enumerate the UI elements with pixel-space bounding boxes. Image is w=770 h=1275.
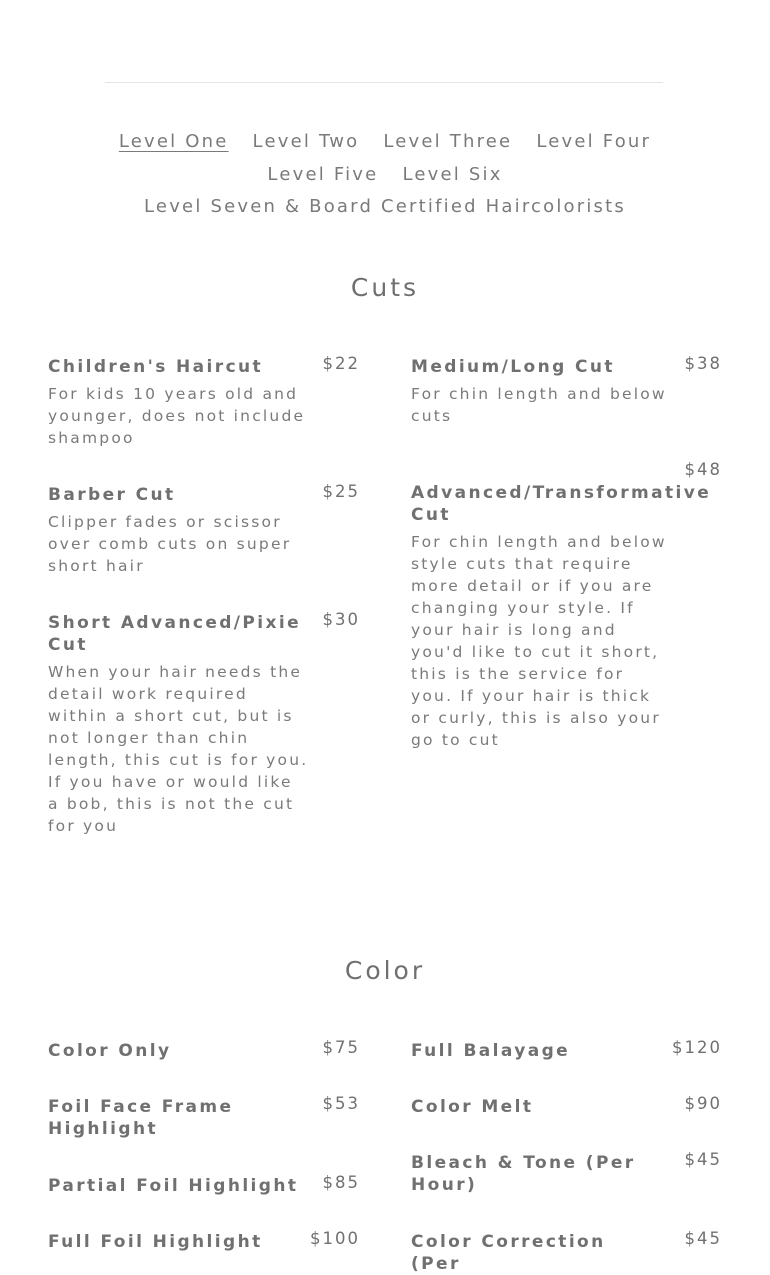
- menu-item: [48, 356, 360, 449]
- menu-item: [48, 1231, 360, 1253]
- item-price: $53: [322, 1094, 360, 1113]
- cuts-section-title: Cuts: [350, 273, 420, 302]
- item-name: Color Only: [48, 1041, 172, 1061]
- level-tabs-row-1: [0, 128, 770, 161]
- item-name: Partial Foil Highlight: [48, 1176, 299, 1196]
- item-name: Full Balayage: [411, 1041, 571, 1061]
- menu-item: [48, 1040, 360, 1062]
- item-name: Barber Cut: [48, 485, 176, 505]
- menu-item: [48, 484, 360, 577]
- item-name: Foil Face Frame Highlight: [48, 1097, 234, 1139]
- item-price: $30: [322, 610, 360, 629]
- item-name: Color Melt: [411, 1097, 534, 1117]
- item-description: For chin length and below cuts: [411, 385, 667, 425]
- item-price: $25: [322, 482, 360, 501]
- tab-level-five[interactable]: Level Five: [267, 163, 379, 185]
- item-description: For kids 10 years old and younger, does not include shampoo: [48, 385, 306, 447]
- menu-item: [48, 1175, 360, 1197]
- tab-level-one[interactable]: Level One: [118, 131, 229, 152]
- menu-item: [411, 1040, 722, 1062]
- item-price: $100: [310, 1229, 360, 1248]
- level-tabs: [0, 128, 770, 226]
- item-name: Children's Haircut: [48, 357, 264, 377]
- menu-item: [411, 1152, 722, 1196]
- level-tabs-row-2: [0, 161, 770, 194]
- tab-level-seven[interactable]: Level Seven & Board Certified Haircolorists: [144, 196, 626, 217]
- top-divider: [105, 82, 663, 83]
- item-price: $48: [684, 460, 722, 479]
- item-description: When your hair needs the detail work required within a short cut, but is not longer than chin length, this cut is for you. If you have or would like a bob, this is not the cut for you: [48, 663, 309, 835]
- item-price: $38: [684, 354, 722, 373]
- tab-level-six[interactable]: Level Six: [402, 163, 503, 185]
- menu-item: [411, 460, 722, 751]
- item-description: Clipper fades or scissor over comb cuts on super short hair: [48, 513, 292, 575]
- item-name: Color Correction (Per: [411, 1232, 606, 1274]
- color-section-title: Color: [344, 956, 426, 985]
- item-price: $22: [322, 354, 360, 373]
- tab-level-four[interactable]: Level Four: [536, 131, 652, 152]
- item-description: For chin length and below style cuts that require more detail or if you are changing your style. If your hair is long and you'd like to cut it short, this is the service for you. If your hair is thick or curly, this is also your go to cut: [411, 533, 667, 749]
- item-name: Full Foil Highlight: [48, 1232, 263, 1252]
- tab-level-three[interactable]: Level Three: [383, 131, 513, 152]
- item-name: Short Advanced/Pixie Cut: [48, 613, 302, 655]
- item-price: $45: [684, 1229, 722, 1248]
- level-tabs-row-3: [0, 193, 770, 226]
- tab-level-two[interactable]: Level Two: [252, 131, 360, 152]
- item-name: Bleach & Tone (Per Hour): [411, 1153, 636, 1195]
- menu-item: [48, 612, 360, 837]
- item-name: Medium/Long Cut: [411, 357, 615, 377]
- item-price: $90: [684, 1094, 722, 1113]
- item-name: Advanced/Transformative Cut: [411, 483, 712, 525]
- menu-item: [411, 1231, 722, 1275]
- menu-item: [48, 1096, 360, 1140]
- item-price: $120: [672, 1038, 722, 1057]
- menu-item: [411, 356, 722, 427]
- menu-item: [411, 1096, 722, 1118]
- item-price: $85: [322, 1173, 360, 1192]
- item-price: $45: [684, 1150, 722, 1169]
- item-price: $75: [322, 1038, 360, 1057]
